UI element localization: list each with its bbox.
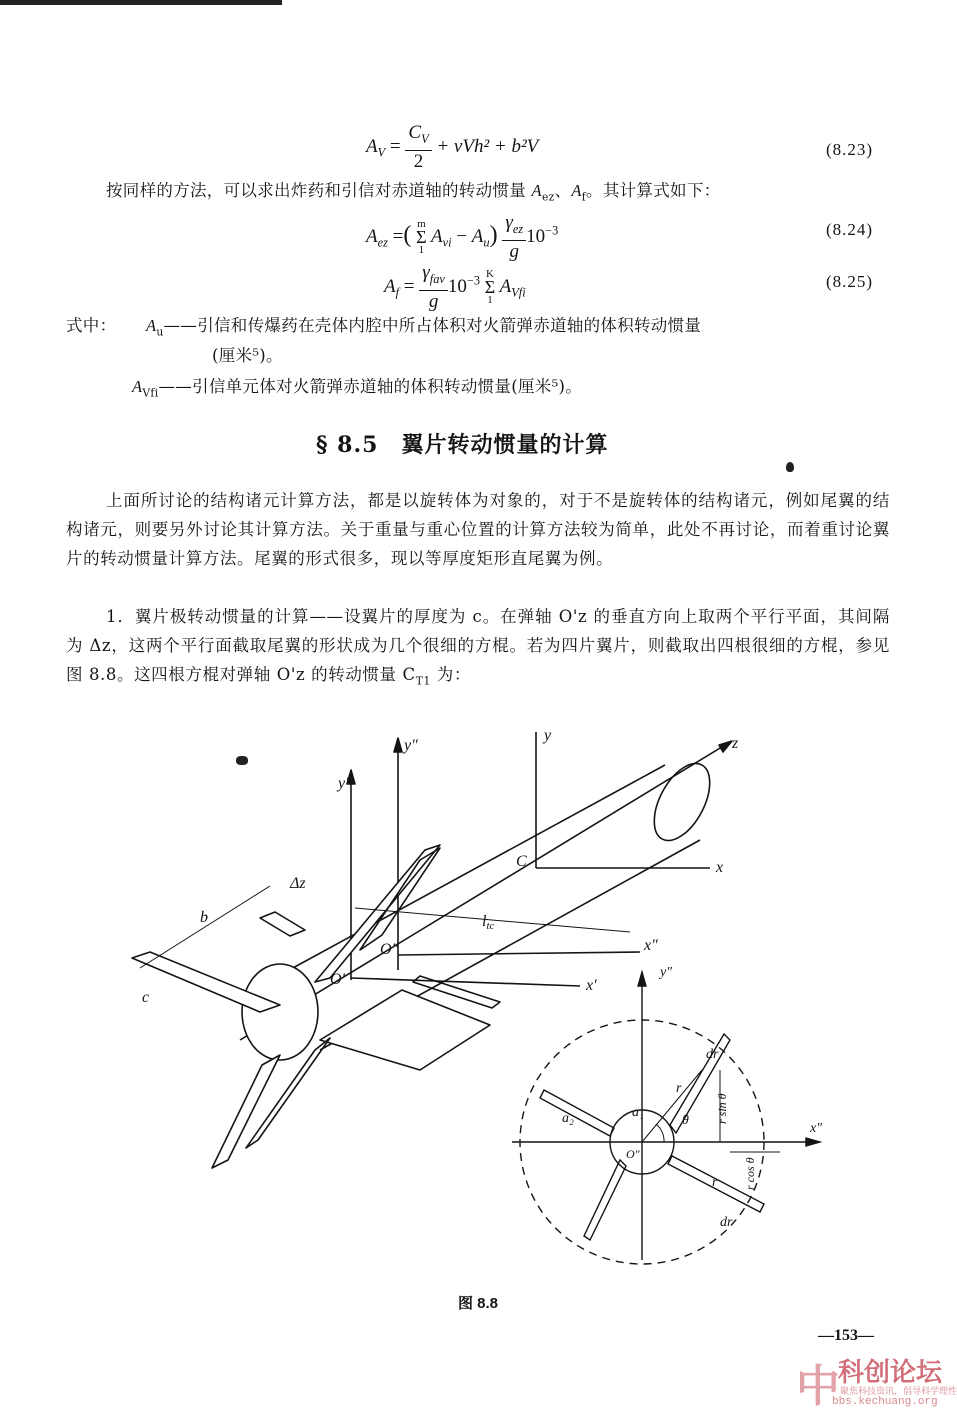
figure-8-8 xyxy=(120,720,823,1275)
label-section-x: x″ xyxy=(810,1121,823,1136)
label-x1: x′ xyxy=(586,977,597,994)
ink-speck xyxy=(786,462,794,472)
label-theta: θ xyxy=(682,1113,689,1128)
label-dz: Δz xyxy=(290,875,306,892)
label-r2: r xyxy=(712,1175,718,1190)
axis-y2-arrow xyxy=(394,738,402,752)
axis-x2-line xyxy=(398,952,640,955)
label-y2: y″ xyxy=(404,737,418,754)
paragraph-intro: 上面所讨论的结构诸元计算方法，都是以旋转体为对象的，对于不是旋转体的结构诸元，例如尾翼的结构诸元，则要另外讨论其计算方法。关于重量与重心位置的计算方法较为简单，此处不再讨论，而着重讨论翼片的转动惯量计算方法。尾翼的形式很多，现以等厚度矩形直尾翼为例。 xyxy=(66,491,890,568)
section-title: § 8.5 翼片转动惯量的计算 xyxy=(316,432,609,458)
definition-au-unit: (厘米⁵)。 xyxy=(212,346,283,365)
equation-number-8-23: (8.23) xyxy=(826,140,874,159)
dim-b-line xyxy=(140,886,270,968)
figure-caption: 图 8.8 xyxy=(458,1295,499,1312)
top-rule xyxy=(0,0,282,5)
body-top-edge xyxy=(280,765,665,975)
label-b: b xyxy=(200,909,208,926)
watermark-url: bbs.kechuang.org xyxy=(832,1396,938,1408)
label-section-O: O″ xyxy=(626,1147,640,1161)
label-x2: x″ xyxy=(644,937,658,954)
label-a1: a₁ xyxy=(632,1105,644,1120)
label-rcos: r cos θ xyxy=(743,1157,757,1190)
watermark-logo: 中 xyxy=(796,1362,840,1411)
label-rsin: r sin θ xyxy=(715,1093,729,1124)
fin-upper-strip xyxy=(360,848,440,950)
label-C: C xyxy=(516,853,527,870)
definition-avfi: $A_{Vfi}——$引信单元体对火箭弹赤道轴的体积转动惯量(厘米⁵)。 xyxy=(132,377,583,400)
label-z: z xyxy=(732,735,739,752)
equation-8-25: $A_f$ = $\frac{\gamma_{fav}}{g}$ $10^{-3}$ K Σ 1 $A_{Vfi}$ xyxy=(384,262,526,312)
paragraph-fin-inertia: 1．翼片极转动惯量的计算——设翼片的厚度为 c。在弹轴 O'z 的垂直方向上取两个平行平面，其间隔为 Δz，这两个平行面截取尾翼的形状成为几个很细的方棍。若为四片翼片，则截取出四根很细的方棍，参见图 8.8。这四根方棍对弹轴 O'z 的转动惯量 $C_{T1}$ 为： xyxy=(66,607,890,688)
fin-lower xyxy=(212,1055,280,1168)
fin-left-strip xyxy=(260,912,305,936)
label-O2: O″ xyxy=(380,941,399,958)
equation-8-23: $A_V$ = $\frac{C_V}{2}$ + νVh² + b²V xyxy=(366,122,539,172)
page-number: —153— xyxy=(818,1327,874,1344)
label-y1: y′ xyxy=(338,775,349,792)
label-section-y: y″ xyxy=(660,965,673,980)
equation-number-8-24: (8.24) xyxy=(826,220,874,239)
label-y: y xyxy=(544,727,552,744)
axis-x1-line xyxy=(351,978,580,986)
label-lt: ltc xyxy=(482,913,495,932)
section-axis-x-arrow xyxy=(806,1138,820,1146)
label-dr2: dr xyxy=(720,1215,733,1230)
equation-8-24: $A_{ez}$ =( m Σ 1 $A_{vi} - A_u$) $\frac{\gamma_{ez}}{g}$ $10^{-3}$ xyxy=(366,212,559,262)
watermark-subtitle: 聚焦科技资讯，倡导科学理性 xyxy=(840,1386,957,1396)
section-axis-y-arrow xyxy=(638,972,646,986)
definition-au: $A_u——$引信和传爆药在壳体内腔中所占体积对火箭弹赤道轴的体积转动惯量 xyxy=(146,316,702,339)
axis-z-arrow xyxy=(719,741,732,752)
watermark-title: 科创论坛 xyxy=(838,1357,943,1387)
equation-number-8-25: (8.25) xyxy=(826,272,874,291)
label-x: x xyxy=(716,859,724,876)
section-fin-sw xyxy=(584,1160,626,1240)
fin-right xyxy=(320,990,490,1070)
section-fin-nw xyxy=(540,1090,614,1136)
text-line-intro: 按同样的方法，可以求出炸药和引信对赤道轴的转动惯量 $A_{ez}$、$A_f$。其计算式如下： xyxy=(106,181,721,204)
ink-speck-figure xyxy=(236,756,248,765)
label-dr1: dr xyxy=(706,1047,719,1062)
body-rear-ellipse xyxy=(242,964,318,1060)
label-O1: O′ xyxy=(330,971,346,988)
body-front-ellipse xyxy=(643,755,721,850)
label-a2: a₂ xyxy=(562,1111,574,1126)
label-r1: r xyxy=(676,1081,682,1096)
where-label: 式中： xyxy=(66,316,117,335)
label-c: c xyxy=(142,989,150,1006)
